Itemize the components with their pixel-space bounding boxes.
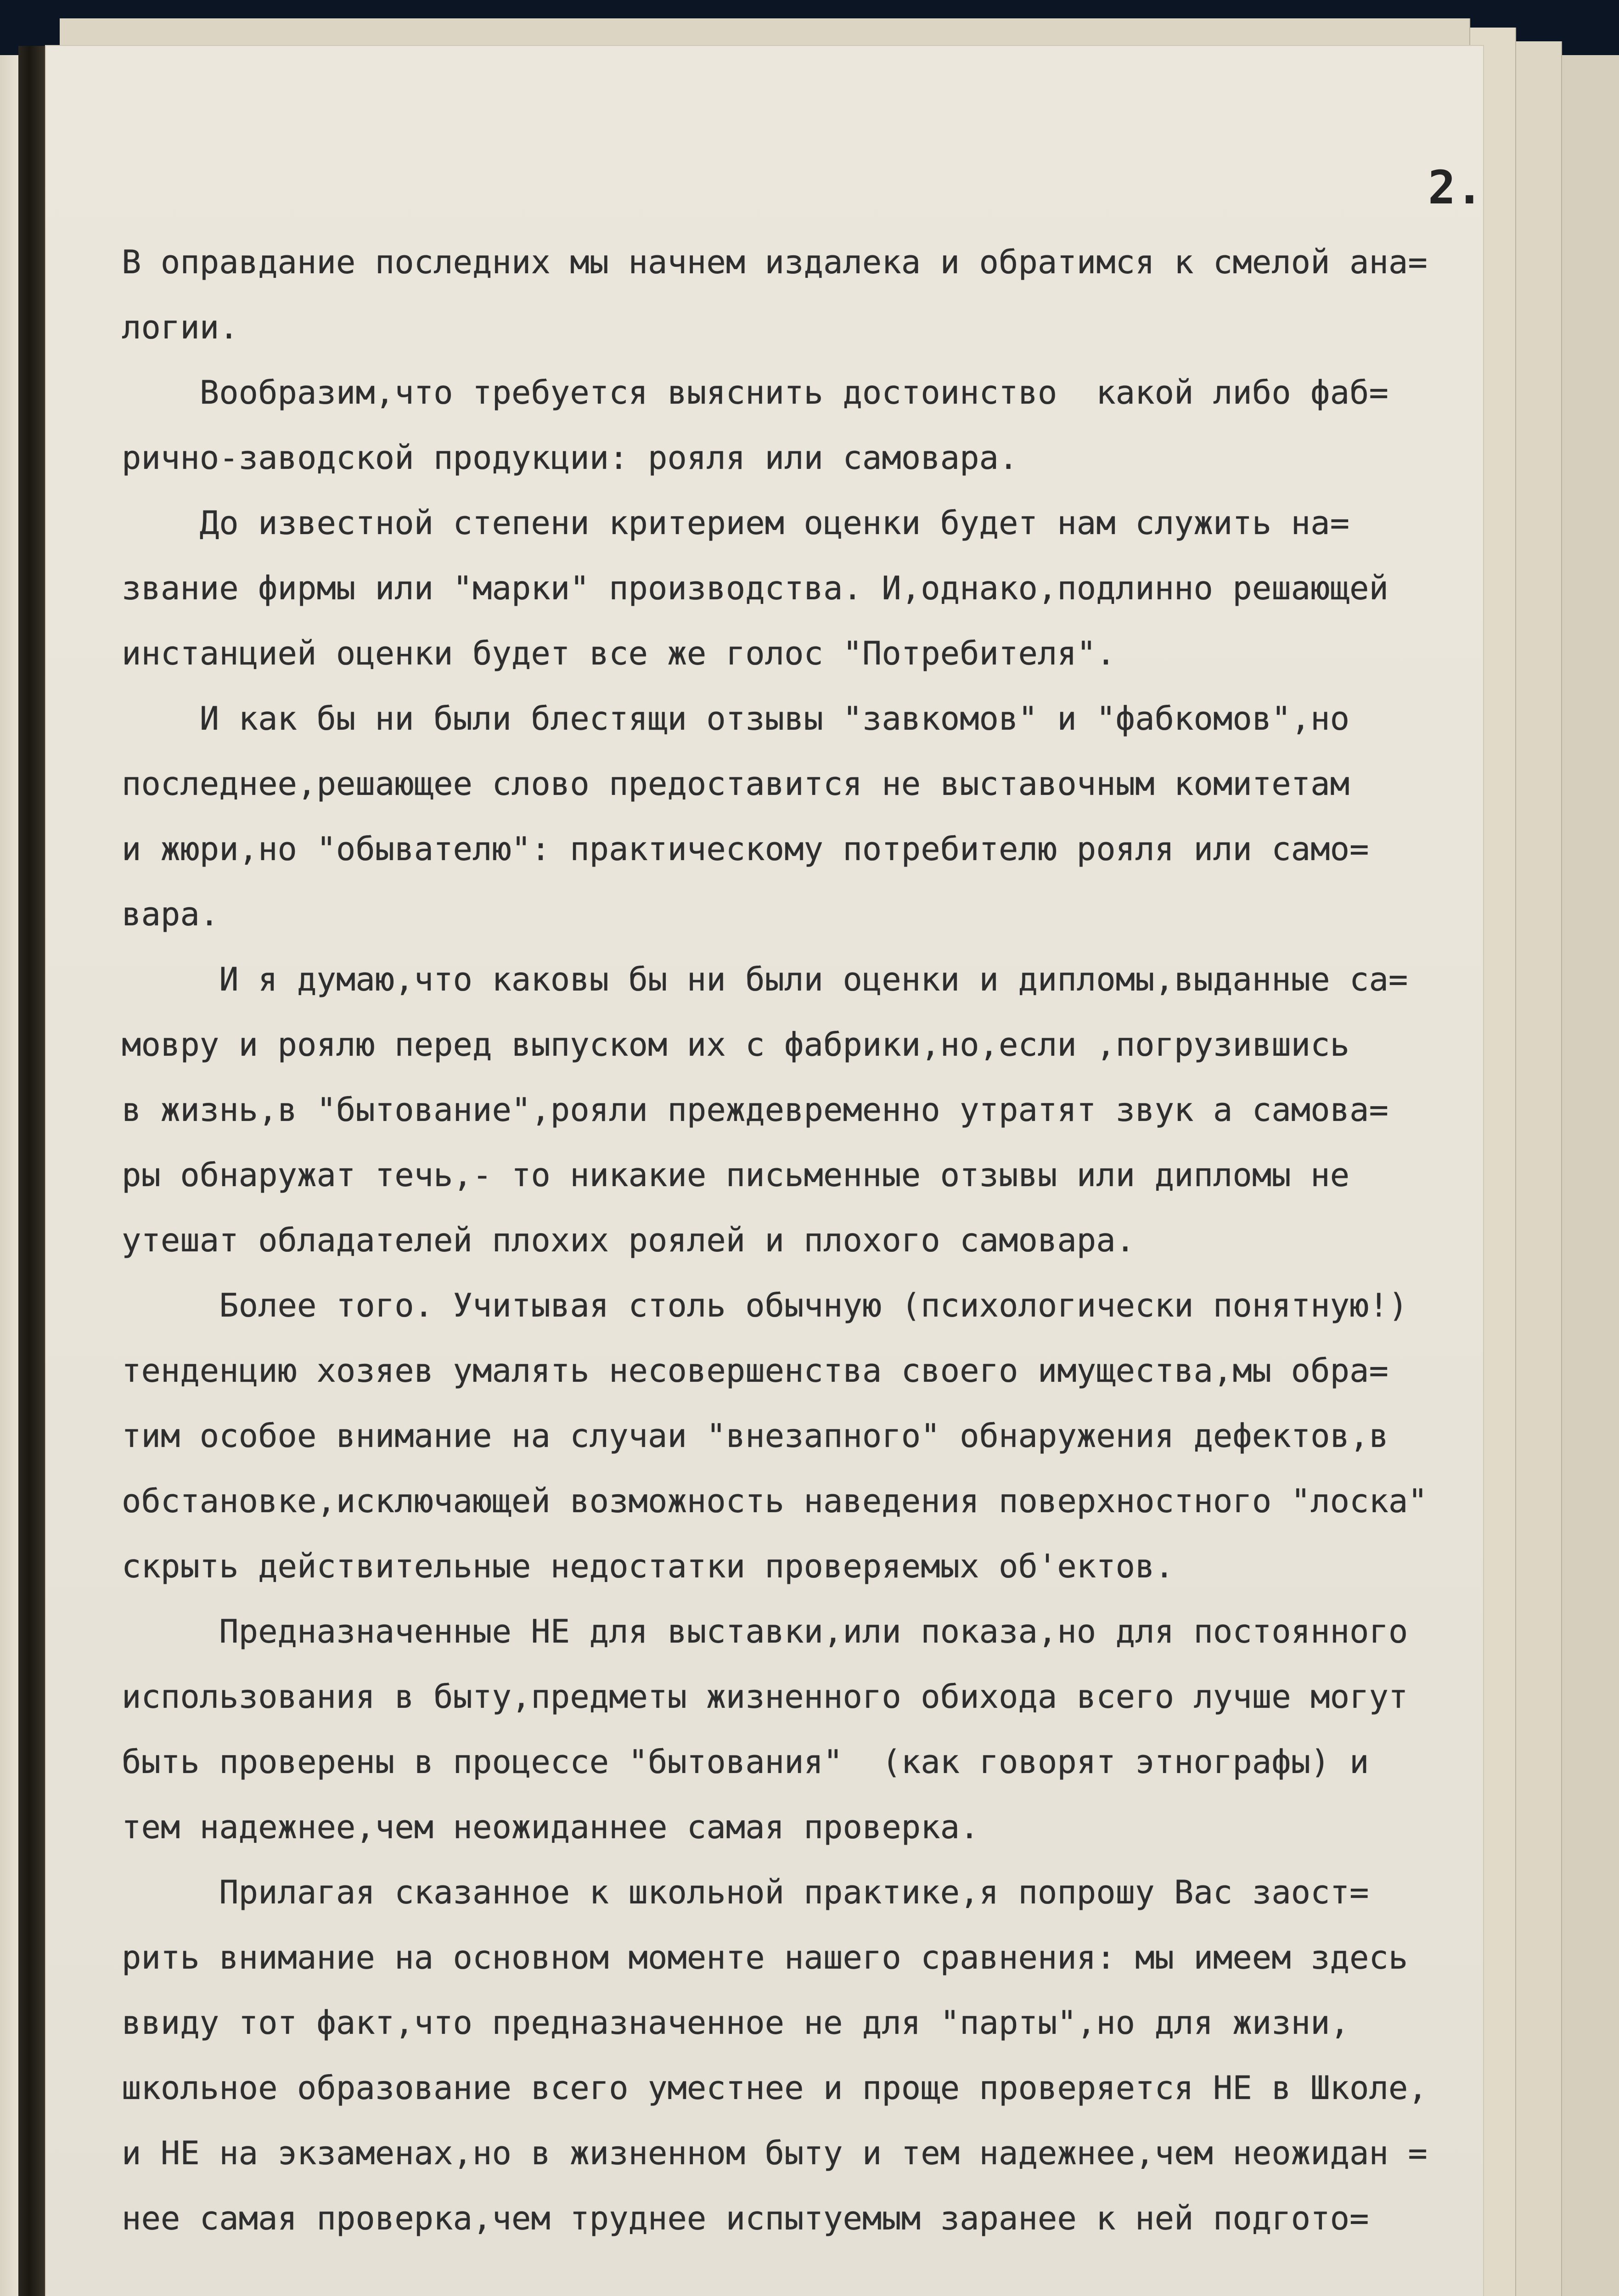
text-line: И я думаю,что каковы бы ни были оценки и дипломы,выданные са= <box>122 961 1408 998</box>
text-line: и жюри,но "обывателю": практическому потребителю рояля или само= <box>122 830 1369 868</box>
text-line: утешат обладателей плохих роялей и плохого самовара. <box>122 1221 1136 1259</box>
text-line: До известной степени критерием оценки будет нам служить на= <box>122 504 1350 542</box>
text-line: ры обнаружат течь,- то никакие письменные отзывы или дипломы не <box>122 1156 1350 1194</box>
text-line: рично-заводской продукции: рояля или самовара. <box>122 439 1018 477</box>
text-line: нее самая проверка,чем труднее испытуемым заранее к ней подгото= <box>122 2200 1369 2237</box>
text-line: ввиду тот факт,что предназначенное не для "парты",но для жизни, <box>122 2004 1350 2042</box>
book-gutter <box>18 46 46 2296</box>
text-line: Прилагая сказанное к школьной практике,я попрошу Вас заост= <box>122 1874 1369 1911</box>
text-line: тенденцию хозяев умалять несовершенства своего имущества,мы обра= <box>122 1352 1389 1390</box>
text-line: тим особое внимание на случаи "внезапного" обнаружения дефектов,в <box>122 1417 1389 1455</box>
text-line: инстанцией оценки будет все же голос "Потребителя". <box>122 635 1116 672</box>
text-line: последнее,решающее слово предоставится не выставочным комитетам <box>122 765 1350 803</box>
text-line: И как бы ни были блестящи отзывы "завкомов" и "фабкомов",но <box>122 700 1350 737</box>
text-line: в жизнь,в "бытование",рояли преждевременно утратят звук а самова= <box>122 1091 1389 1129</box>
text-line: Более того. Учитывая столь обычную (психологически понятную!) <box>122 1287 1408 1324</box>
text-line: Предназначенные НЕ для выставки,или показа,но для постоянного <box>122 1613 1408 1650</box>
text-line: В оправдание последних мы начнем издалека и обратимся к смелой ана= <box>122 243 1428 281</box>
text-line: и НЕ на экзаменах,но в жизненном быту и тем надежнее,чем неожидан = <box>122 2134 1428 2172</box>
page-text <box>122 230 1476 2251</box>
text-line: тем надежнее,чем неожиданнее самая проверка. <box>122 1808 979 1846</box>
text-line: звание фирмы или "марки" производства. И,однако,подлинно решающей <box>122 569 1389 607</box>
text-line: использования в быту,предметы жизненного обихода всего лучше могут <box>122 1678 1408 1716</box>
text-line: мовру и роялю перед выпуском их с фабрики,но,если ,погрузившись <box>122 1026 1350 1064</box>
left-page-edge <box>0 55 18 2296</box>
text-line: логии. <box>122 309 239 346</box>
page-number: 2. <box>1428 161 1484 214</box>
text-line: обстановке,исключающей возможность наведения поверхностного "лоска" <box>122 1482 1428 1520</box>
text-line: рить внимание на основном моменте нашего сравнения: мы имеем здесь <box>122 1939 1408 1976</box>
text-line: Вообразим,что требуется выяснить достоинство какой либо фаб= <box>122 374 1389 411</box>
text-line: быть проверены в процессе "бытования" (как говорят этнографы) и <box>122 1743 1369 1781</box>
text-line: школьное образование всего уместнее и проще проверяется НЕ в Школе, <box>122 2069 1428 2107</box>
text-line: скрыть действительные недостатки проверяемых об'ектов. <box>122 1548 1175 1585</box>
text-line: вара. <box>122 895 219 933</box>
